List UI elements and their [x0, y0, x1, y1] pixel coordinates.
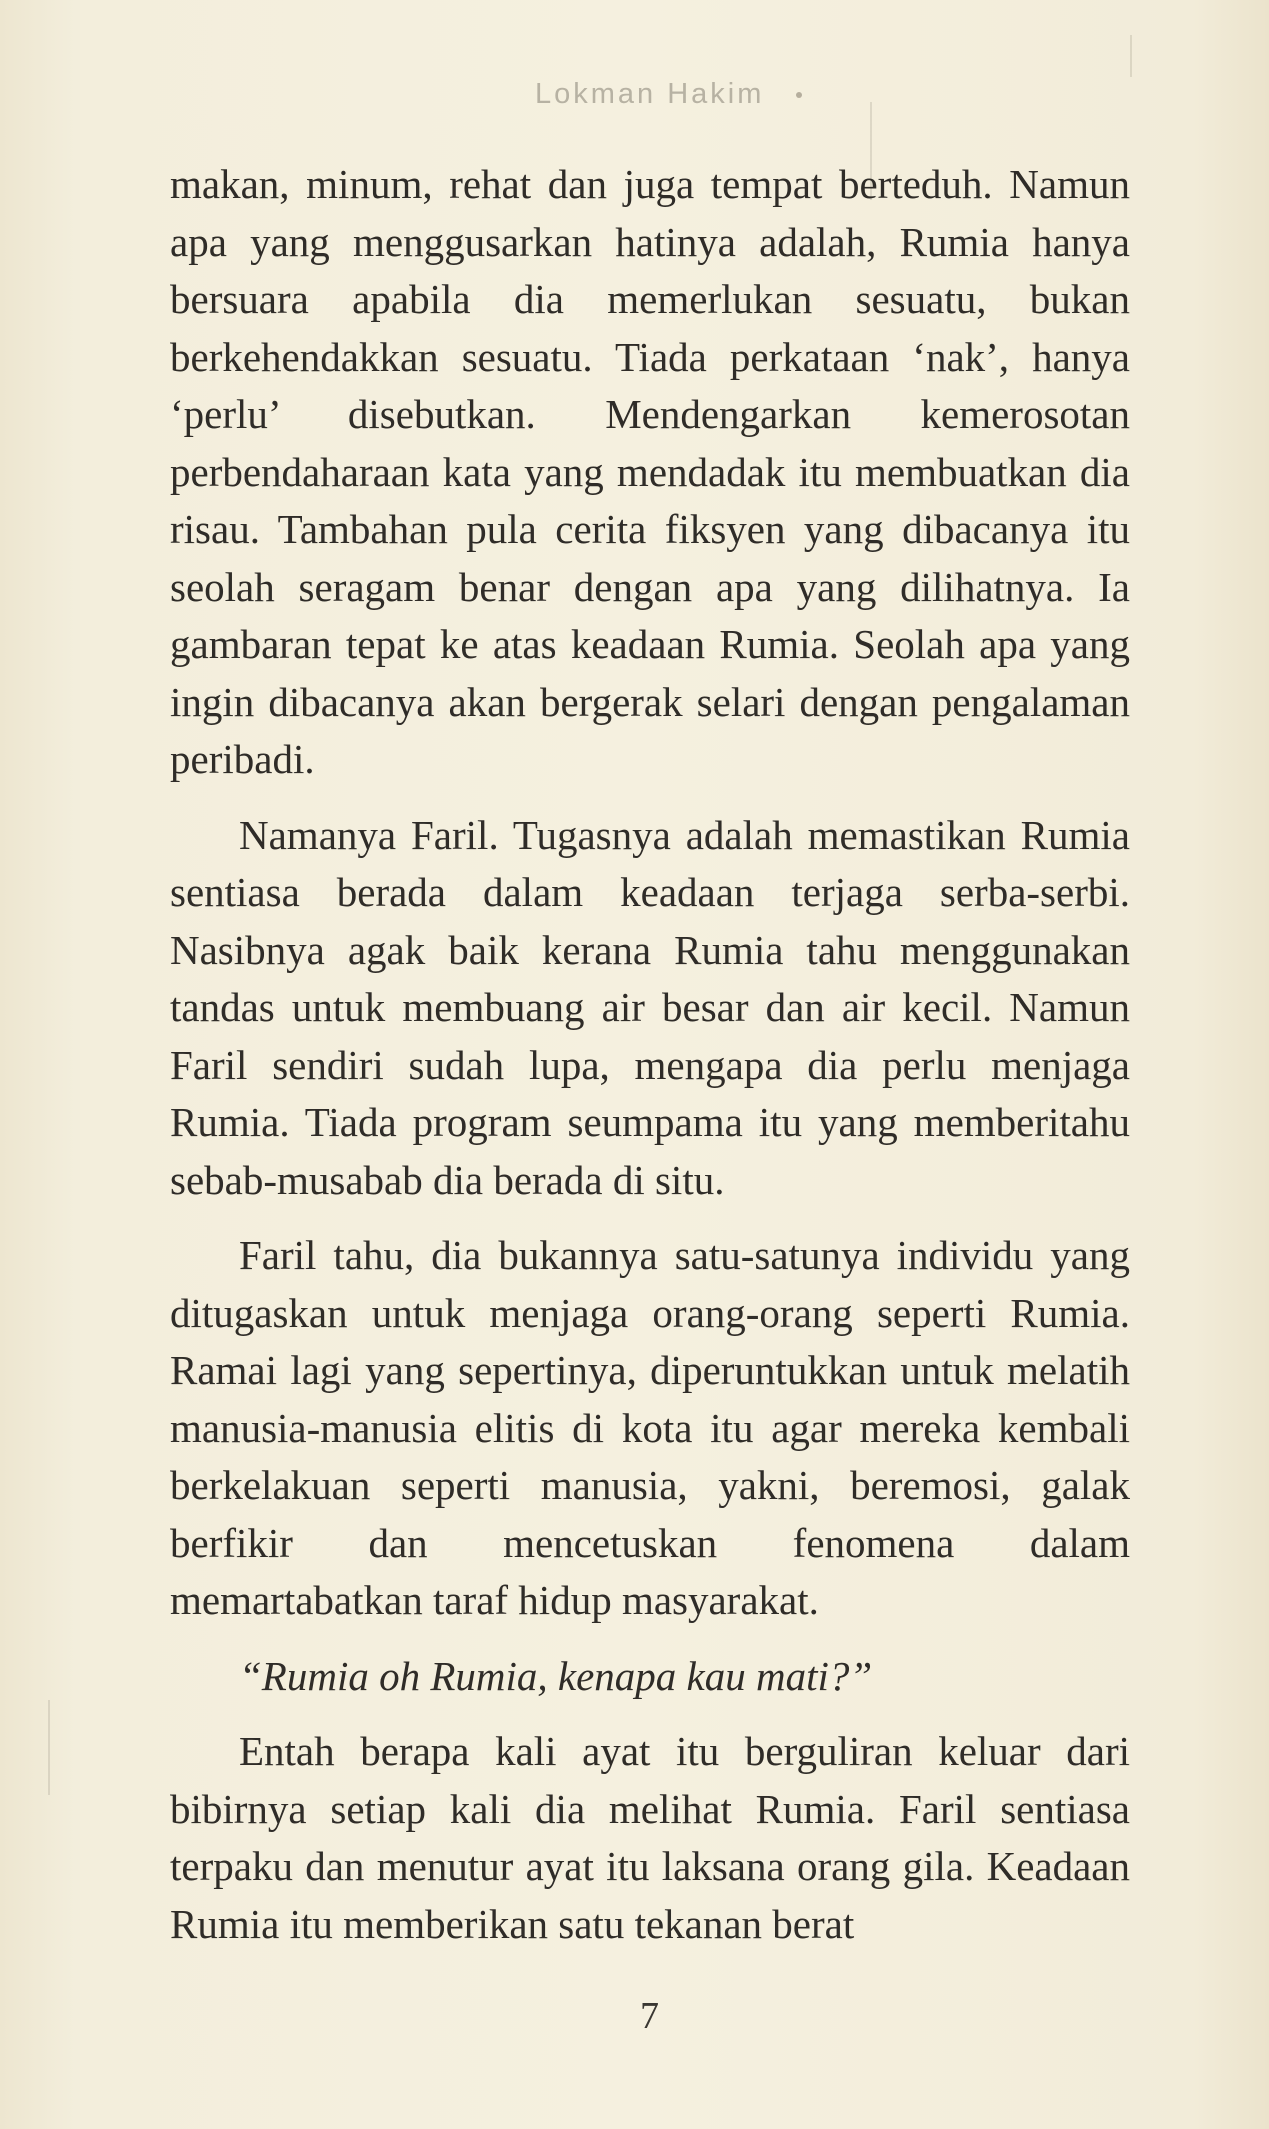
- paragraph-1: makan, minum, rehat dan juga tempat berteduh. Namun apa yang menggusarkan hatinya adalah, Rumia hanya bersuara apabila dia memerlukan sesuatu, bukan berkehendakkan sesuatu. Tiada perkataan ‘nak’, hanya ‘perlu’ disebutkan. Mendengarkan kemerosotan perbendaharaan kata yang mendadak itu membuatkan dia risau. Tambahan pula cerita fiksyen yang dibacanya itu seolah seragam benar dengan apa yang dilihatnya. Ia gambaran tepat ke atas keadaan Rumia. Seolah apa yang ingin dibacanya akan bergerak selari dengan pengalaman peribadi.: [170, 161, 1130, 782]
- page-number: 7: [640, 1995, 659, 2037]
- paragraph-4: Entah berapa kali ayat itu berguliran keluar dari bibirnya setiap kali dia melihat Rumia. Faril sentiasa terpaku dan menutur ayat itu laksana orang gila. Keadaan Rumia itu memberikan satu tekanan berat: [170, 1728, 1130, 1947]
- running-head: Lokman Hakim: [535, 78, 765, 110]
- paragraph-2: Namanya Faril. Tugasnya adalah memastikan Rumia sentiasa berada dalam keadaan terjaga serba-serbi. Nasibnya agak baik kerana Rumia tahu menggunakan tandas untuk membuang air besar dan air kecil. Namun Faril sendiri sudah lupa, mengapa dia perlu menjaga Rumia. Tiada program seumpama itu yang memberitahu sebab-musabab dia berada di situ.: [170, 811, 1130, 1203]
- paragraph-3: Faril tahu, dia bukannya satu-satunya individu yang ditugaskan untuk menjaga orang-orang seperti Rumia. Ramai lagi yang sepertinya, diperuntukkan untuk melatih manusia-manusia elitis di kota itu agar mereka kembali berkelakuan seperti manusia, yakni, beremosi, galak berfikir dan mencetuskan fenomena dalam memartabatkan taraf hidup masyarakat.: [170, 1232, 1130, 1623]
- scan-mark-margin: [48, 1700, 50, 1795]
- quote-line: “Rumia oh Rumia, kenapa kau mati?”: [239, 1652, 873, 1699]
- running-head-dot: [796, 92, 802, 98]
- body-text: [170, 156, 1130, 1953]
- scan-mark-right: [1130, 35, 1132, 77]
